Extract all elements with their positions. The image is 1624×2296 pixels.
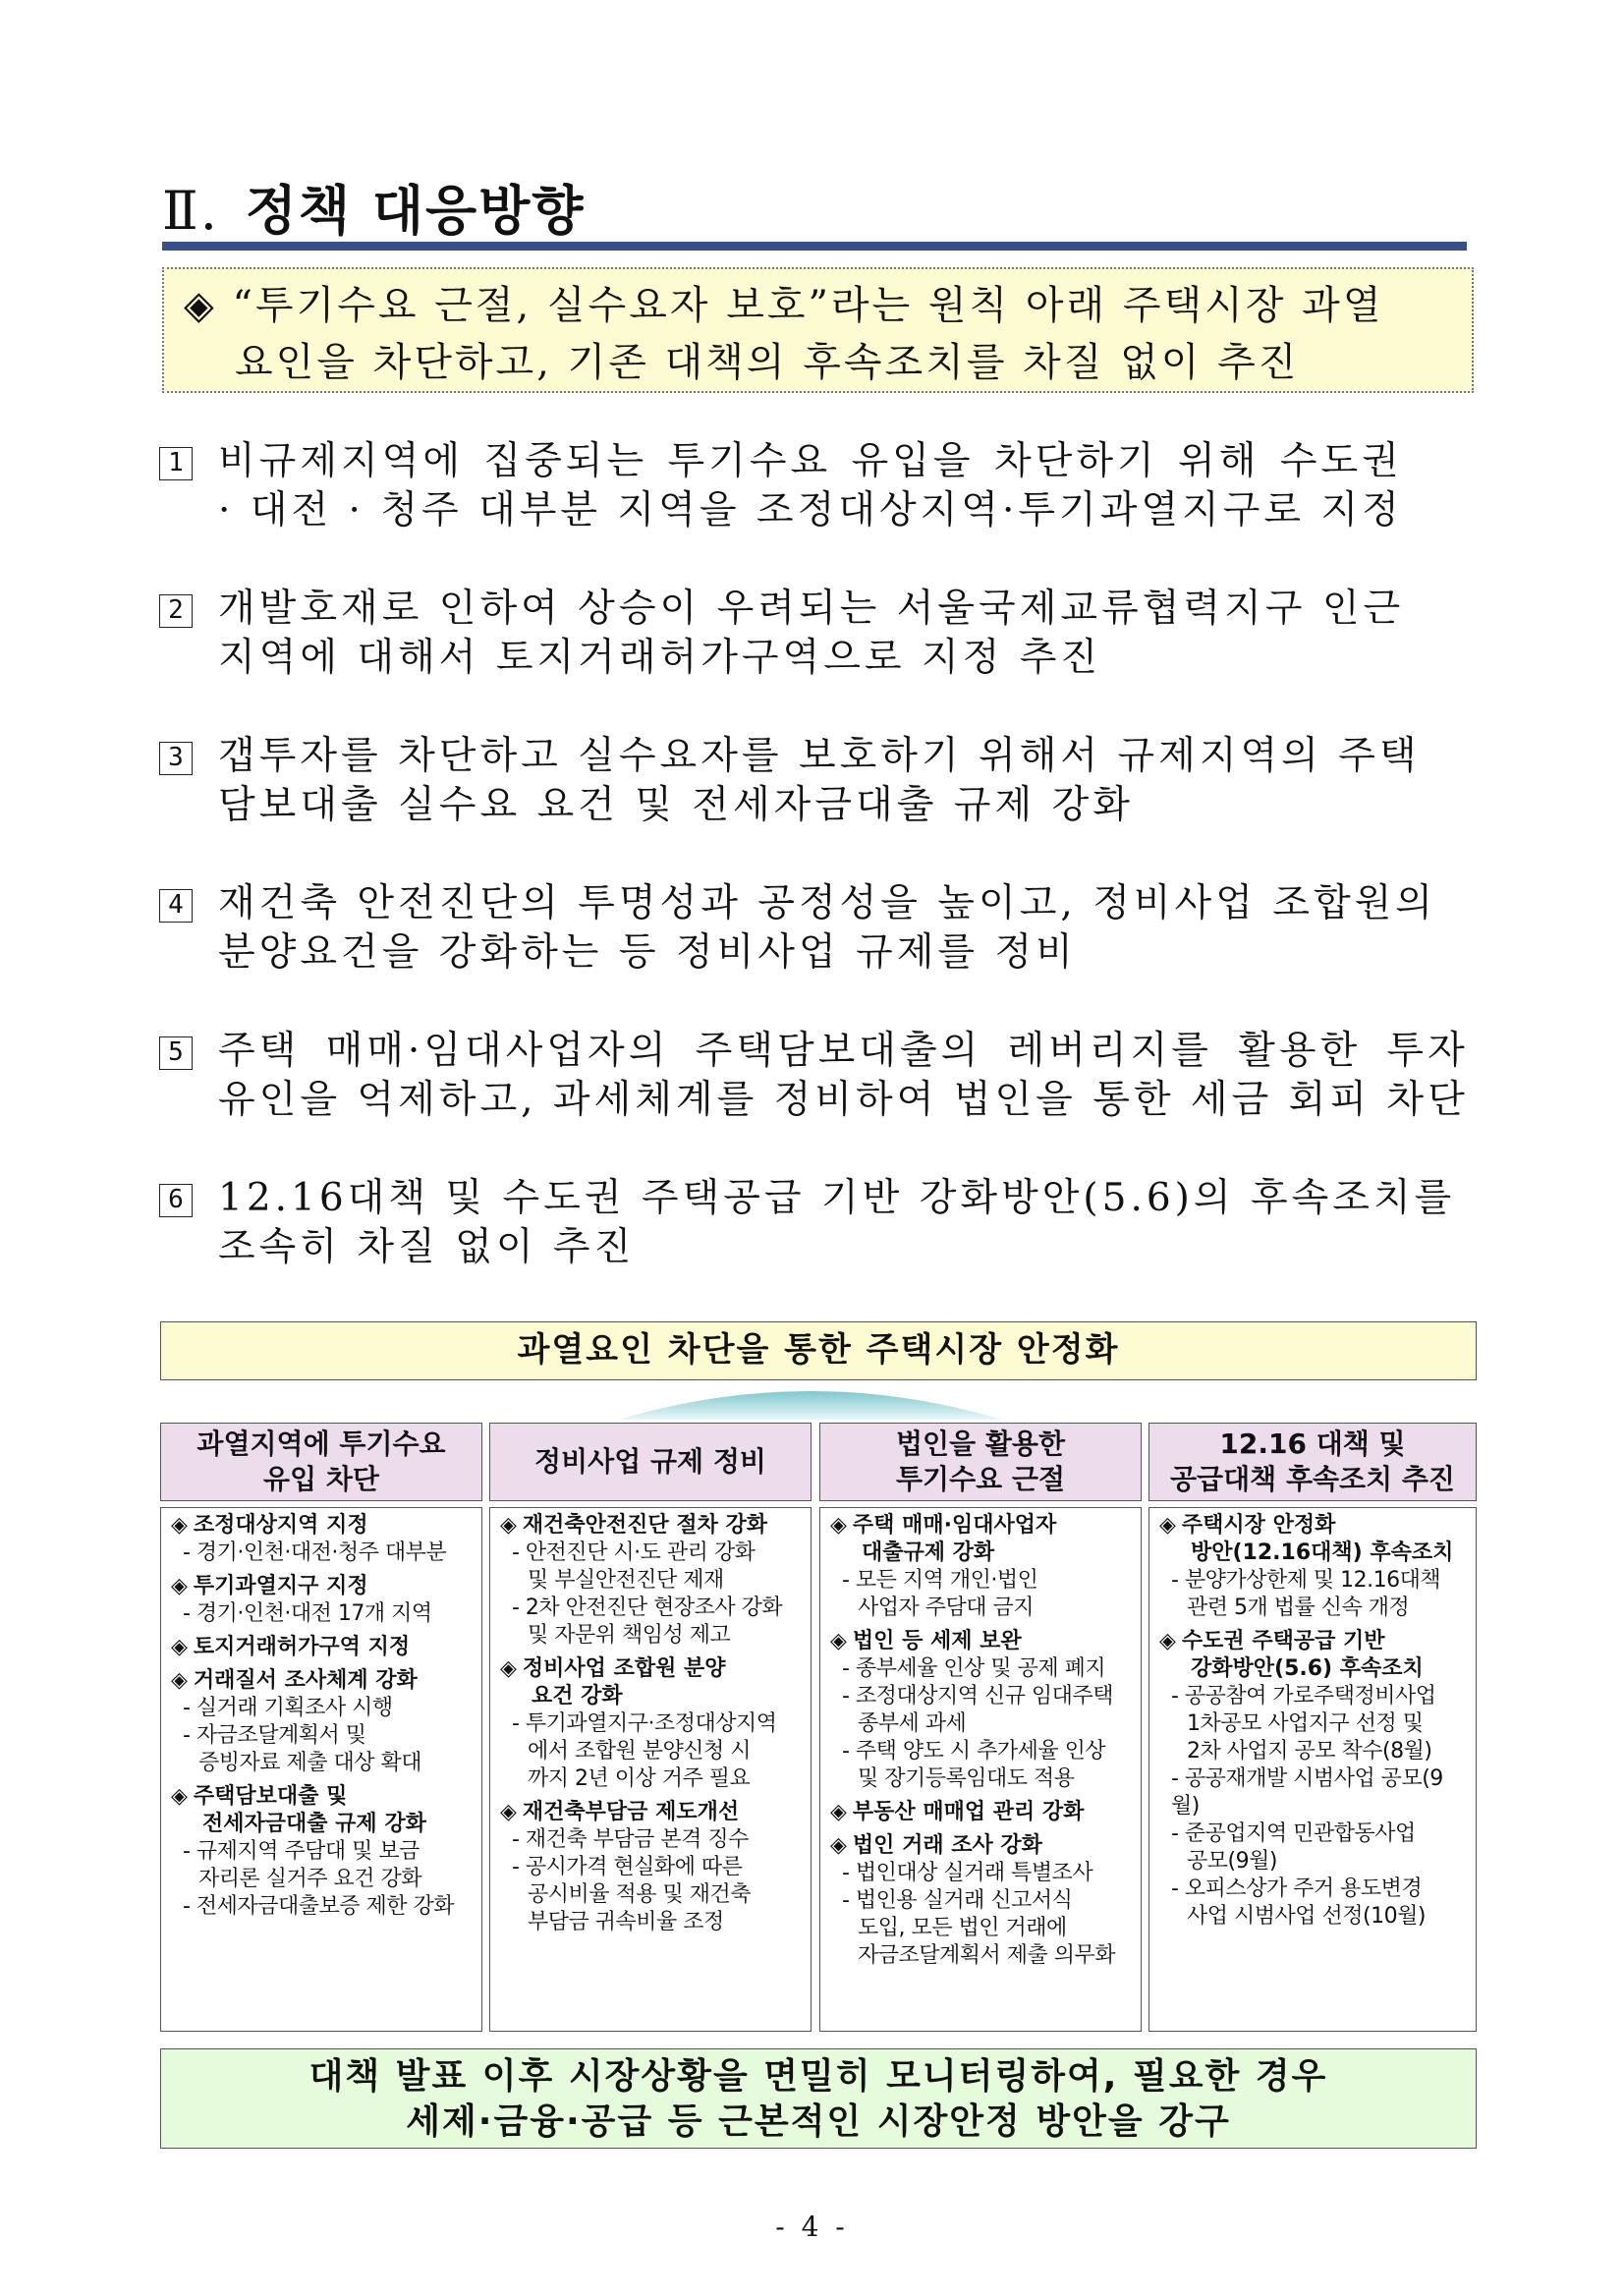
measure-detail: - 공시가격 현실화에 따른 공시비율 적용 및 재건축 부담금 귀속비율 조정 — [512, 1855, 752, 1934]
page-number: - 4 - — [775, 2211, 849, 2243]
item-text — [218, 437, 1403, 535]
up-arrow-icon — [619, 1380, 1002, 1420]
column-header — [1148, 1423, 1477, 1501]
diamond-icon: ◈ — [171, 1574, 188, 1598]
diamond-icon: ◈ — [171, 1784, 188, 1809]
section-title: 정책 대응방향 — [245, 180, 586, 242]
column-header-line-1: 정비사업 규제 정비 — [534, 1445, 766, 1478]
measure-bullet: ◈ 거래질서 조사체계 강화 — [171, 1668, 418, 1693]
item-text — [218, 1027, 1469, 1125]
diamond-icon: ◈ — [184, 283, 217, 328]
diamond-icon: ◈ — [171, 1513, 188, 1538]
item-line-1: 비규제지역에 집중되는 투기수요 유입을 차단하기 위해 수도권 — [218, 439, 1403, 483]
diamond-icon: ◈ — [830, 1629, 847, 1653]
item-line-2: 유인을 억제하고, 과세체계를 정비하여 법인을 통한 세금 회피 차단 — [218, 1078, 1469, 1122]
measure-detail: - 주택 양도 시 추가세율 인상 및 장기등록임대도 적용 — [842, 1739, 1106, 1791]
diamond-icon: ◈ — [1159, 1629, 1176, 1653]
policy-item — [159, 879, 1481, 978]
diamond-icon: ◈ — [830, 1800, 847, 1824]
column-header — [160, 1423, 482, 1501]
measure-detail: - 법인용 실거래 신고서식 도입, 모든 법인 거래에 자금조달계획서 제출 의무화 — [842, 1888, 1116, 1968]
measure-bullet: ◈ 재건축안전진단 절차 강화 — [500, 1513, 768, 1538]
diamond-icon: ◈ — [500, 1800, 517, 1824]
measure-detail: - 경기·인천·대전 17개 지역 — [183, 1601, 432, 1626]
item-number-box: 5 — [159, 1036, 193, 1070]
measure-detail: - 공공재개발 시범사업 공모(9월) — [1171, 1766, 1443, 1819]
measure-column — [819, 1423, 1142, 2032]
measure-detail: - 규제지역 주담대 및 보금 자리론 실거주 요건 강화 — [183, 1839, 422, 1891]
item-number-box: 3 — [159, 742, 193, 775]
item-line-2: 지역에 대해서 토지거래허가구역으로 지정 추진 — [218, 636, 1102, 680]
measure-bullet: ◈ 법인 거래 조사 강화 — [830, 1833, 1042, 1858]
diamond-icon: ◈ — [830, 1513, 847, 1538]
measure-bullet: ◈ 토지거래허가구역 지정 — [171, 1635, 411, 1659]
measure-detail: - 자금조달계획서 및 증빙자료 제출 대상 확대 — [183, 1723, 422, 1775]
measure-bullet: ◈ 부동산 매매업 관리 강화 — [830, 1800, 1085, 1824]
policy-item — [159, 1174, 1481, 1272]
item-number-box: 1 — [159, 447, 193, 480]
measure-detail: - 조정대상지역 신규 임대주택 종부세 과세 — [842, 1684, 1113, 1736]
column-header-line-1: 12.16 대책 및 — [1219, 1428, 1406, 1460]
item-line-1: 갭투자를 차단하고 실수요자를 보호하기 위해서 규제지역의 주택 — [218, 734, 1421, 778]
measure-detail: - 준공업지역 민관합동사업 공모(9월) — [1171, 1821, 1416, 1874]
principle-line-1: ◈ “투기수요 근절, 실수요자 보호”라는 원칙 아래 주택시장 과열 — [184, 283, 1384, 328]
column-header-line-2: 유입 차단 — [263, 1463, 379, 1495]
measure-bullet: ◈ 주택담보대출 및 전세자금대출 규제 강화 — [171, 1784, 426, 1836]
measure-bullet: ◈ 주택시장 안정화 방안(12.16대책) 후속조치 — [1159, 1513, 1454, 1565]
column-body — [160, 1507, 482, 2032]
measure-bullet: ◈ 주택 매매·임대사업자 대출규제 강화 — [830, 1513, 1057, 1565]
principle-line-2: 요인을 차단하고, 기존 대책의 후속조치를 차질 없이 추진 — [235, 340, 1300, 385]
diamond-icon: ◈ — [830, 1833, 847, 1858]
measure-detail: - 전세자금대출보증 제한 강화 — [183, 1894, 454, 1919]
item-line-2: 담보대출 실수요 요건 및 전세자금대출 규제 강화 — [218, 783, 1134, 827]
column-header — [819, 1423, 1142, 1501]
policy-item — [159, 1027, 1481, 1125]
measure-detail: - 모든 지역 개인·법인 사업자 주담대 금지 — [842, 1568, 1038, 1620]
measure-detail: - 재건축 부담금 본격 징수 — [512, 1827, 749, 1852]
column-header-line-1: 법인을 활용한 — [895, 1428, 1066, 1460]
measure-bullet: ◈ 수도권 주택공급 기반 강화방안(5.6) 후속조치 — [1159, 1629, 1424, 1681]
item-text — [218, 732, 1421, 830]
column-header-line-2: 투기수요 근절 — [895, 1463, 1066, 1495]
item-line-2: 조속히 차질 없이 추진 — [218, 1225, 636, 1269]
measure-detail: - 실거래 기획조사 시행 — [183, 1696, 393, 1720]
policy-item — [159, 732, 1481, 830]
item-line-1: 재건축 안전진단의 투명성과 공정성을 높이고, 정비사업 조합원의 — [218, 881, 1436, 925]
heading-rule — [162, 242, 1467, 251]
measure-bullet: ◈ 재건축부담금 제도개선 — [500, 1800, 740, 1824]
item-line-1: 12.16대책 및 수도권 주택공급 기반 강화방안(5.6)의 후속조치를 — [218, 1176, 1456, 1220]
diamond-icon: ◈ — [171, 1635, 188, 1659]
column-body — [1148, 1507, 1477, 2032]
measure-detail: - 공공참여 가로주택정비사업 1차공모 사업지구 선정 및 2차 사업지 공모 착수(8월) — [1171, 1684, 1436, 1764]
measure-bullet: ◈ 조정대상지역 지정 — [171, 1513, 368, 1538]
item-text — [218, 585, 1404, 683]
item-number-box: 6 — [159, 1184, 193, 1217]
monitoring-line-1: 대책 발표 이후 시장상황을 면밀히 모니터링하여, 필요한 경우 — [308, 2056, 1328, 2097]
item-text — [218, 879, 1436, 978]
column-header-line-1: 과열지역에 투기수요 — [196, 1428, 446, 1460]
measure-detail: - 오피스상가 주거 용도변경 사업 시범사업 선정(10월) — [1171, 1876, 1426, 1929]
measure-detail: - 분양가상한제 및 12.16대책 관련 5개 법률 신속 개정 — [1171, 1568, 1441, 1620]
policy-items-list — [159, 437, 1481, 1321]
column-body — [489, 1507, 812, 2032]
policy-item — [159, 585, 1481, 683]
diamond-icon: ◈ — [500, 1513, 517, 1538]
measure-detail: - 법인대상 실거래 특별조사 — [842, 1861, 1093, 1885]
item-line-1: 주택 매매·임대사업자의 주택담보대출의 레버리지를 활용한 투자 — [218, 1029, 1469, 1073]
policy-item — [159, 437, 1481, 535]
measure-detail: - 경기·인천·대전·청주 대부분 — [183, 1540, 447, 1565]
goal-banner: 과열요인 차단을 통한 주택시장 안정화 — [160, 1321, 1477, 1380]
measure-detail: - 안전진단 시·도 관리 강화 및 부실안전진단 제재 — [512, 1540, 756, 1593]
measure-detail: - 종부세율 인상 및 공제 폐지 — [842, 1656, 1106, 1681]
measure-column — [489, 1423, 812, 2032]
column-header — [489, 1423, 812, 1501]
item-line-2: 분양요건을 강화하는 등 정비사업 규제를 정비 — [218, 930, 1077, 975]
item-line-1: 개발호재로 인하여 상승이 우려되는 서울국제교류협력지구 인근 — [218, 587, 1405, 631]
measure-column — [1148, 1423, 1477, 2032]
section-roman-numeral: Ⅱ. — [162, 180, 219, 242]
measure-bullet: ◈ 투기과열지구 지정 — [171, 1574, 368, 1598]
measure-column — [160, 1423, 482, 2032]
monitoring-line-2: 세제·금융·공급 등 근본적인 시장안정 방안을 강구 — [406, 2101, 1231, 2142]
diamond-icon: ◈ — [500, 1656, 517, 1681]
item-text — [218, 1174, 1455, 1272]
item-number-box: 4 — [159, 889, 193, 923]
diamond-icon: ◈ — [171, 1668, 188, 1693]
monitoring-box — [160, 2048, 1477, 2149]
column-header-line-2: 공급대책 후속조치 추진 — [1170, 1463, 1455, 1495]
measure-bullet: ◈ 법인 등 세제 보완 — [830, 1629, 1022, 1653]
measure-detail: - 2차 안전진단 현장조사 강화 및 자문위 책임성 제고 — [512, 1596, 783, 1648]
item-number-box: 2 — [159, 594, 193, 628]
principle-box — [162, 267, 1474, 393]
measure-detail: - 투기과열지구·조정대상지역 에서 조합원 분양신청 시 까지 2년 이상 거주 필요 — [512, 1711, 777, 1791]
measure-columns — [160, 1423, 1477, 2032]
diamond-icon: ◈ — [1159, 1513, 1176, 1538]
column-body — [819, 1507, 1142, 2032]
item-line-2: · 대전 · 청주 대부분 지역을 조정대상지역·투기과열지구로 지정 — [218, 488, 1403, 532]
measure-bullet: ◈ 정비사업 조합원 분양 요건 강화 — [500, 1656, 726, 1708]
section-heading — [162, 169, 1479, 245]
